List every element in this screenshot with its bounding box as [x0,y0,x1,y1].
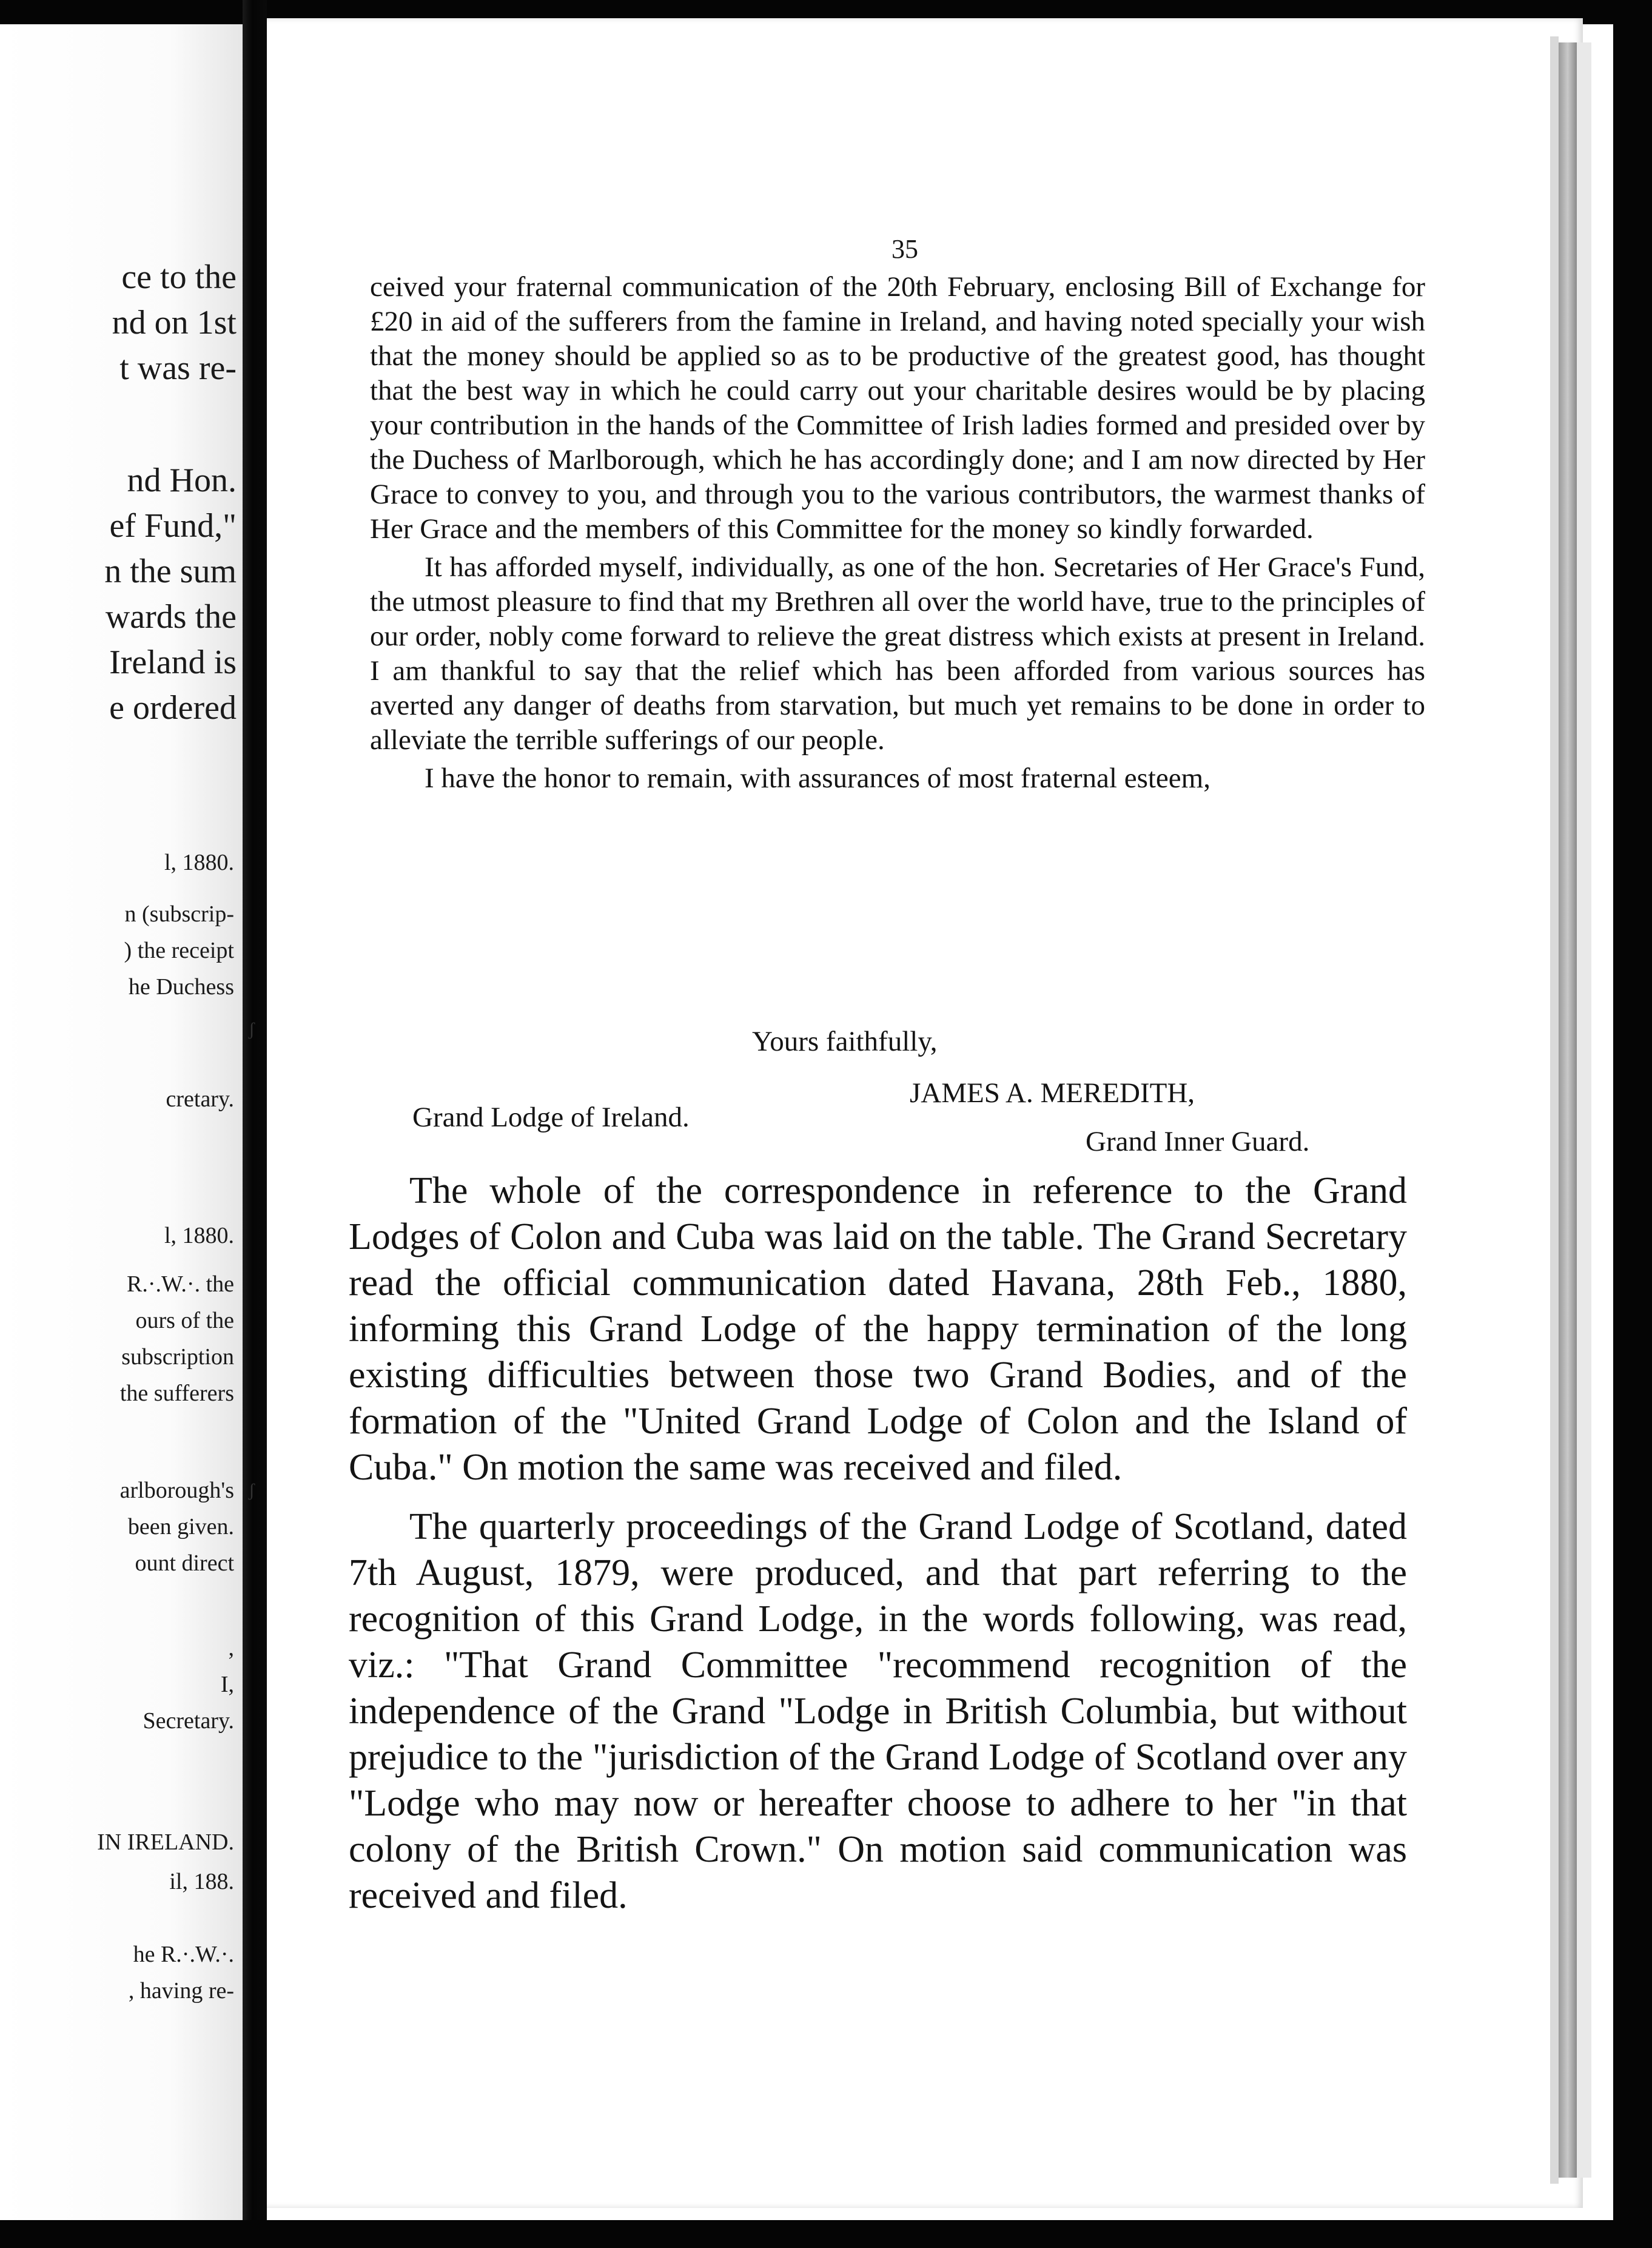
letter-lodge: Grand Lodge of Ireland. [412,1102,690,1133]
left-page-line: ount direct [135,1550,234,1576]
left-page-line: subscription [121,1344,234,1370]
left-page-line: e ordered [109,689,237,727]
scan-mark: ʃ [249,1480,255,1500]
letter-paragraph: ceived your fraternal communication of the 20th February, enclosing Bill of Exchange for £20 in aid of the sufferers from the famine in Ireland, and having noted specially your wish that the money should be applied so as to be productive of the greatest good, has thought that the best way in which he could carry out your charitable desires would be by placing your contribution in the hands of the Committee of Irish ladies formed and presided over by the Duchess of Marlborough, which he has accordingly done; and I am now directed by Her Grace to convey to you, and through you to the various contributors, the warmest thanks of Her Grace and the members of this Committee for the money so kindly forwarded. [370,271,1425,545]
left-page-line: il, 188. [169,1869,234,1894]
scan-frame-bottom [0,2220,1652,2248]
left-page-line: nd on 1st [112,304,237,342]
left-page-line: ) the receipt [124,938,234,963]
left-page-line: wards the [105,598,237,636]
left-page-line: he Duchess [128,974,234,1000]
body-paragraph: The quarterly proceedings of the Grand Lodge of Scotland, dated 7th August, 1879, were produced, and that part referring to the recognition of this Grand Lodge, in the words following, was read, viz.: "That Grand Committee "recommend recognition of the independence of the Grand "Lodge in British Columbia, but without prejudice to the "jurisdiction of the Grand Lodge of Scotland over any "Lodge who may now or hereafter choose to adhere to her "in that colony of the British Crown." On motion said communication was received and filed. [349,1506,1407,1916]
left-page-line: Ireland is [109,644,237,681]
body-paragraph: The whole of the correspondence in reference to the Grand Lodges of Colon and Cuba was laid on the table. The Grand Secretary read the official communication dated Havana, 28th Feb., 1880, informing this Grand Lodge of the happy termination of the long existing difficulties between those two Grand Bodies, and of the formation of the "United Grand Lodge of Colon and the Island of Cuba." On motion the same was received and filed. [349,1170,1407,1488]
left-page-line: , having re- [128,1978,234,2004]
page-edge [1550,36,1559,2184]
page-number: 35 [891,234,918,264]
left-page-line: I, [220,1672,234,1697]
scan-frame-right [1613,0,1652,2248]
left-page-line: , [228,1635,234,1661]
left-page-line: nd Hon. [127,462,237,499]
left-page-line: l, 1880. [164,850,234,875]
letter-paragraph: I have the honor to remain, with assurances of most fraternal esteem, [425,762,1210,794]
left-page-line: ce to the [121,258,237,296]
left-page-line: IN IRELAND. [97,1829,234,1855]
page-stack-edge [1559,42,1577,2178]
left-page-fragment [0,24,243,2220]
letter-body [370,270,1425,796]
left-page-line: n (subscrip- [124,901,234,927]
letter-signature: JAMES A. MEREDITH, [910,1077,1195,1109]
left-page-line: cretary. [166,1086,234,1112]
left-page-line: arlborough's [119,1478,234,1503]
left-page-line: ours of the [135,1308,234,1333]
left-page-line: l, 1880. [164,1223,234,1248]
left-page-line: the sufferers [119,1381,234,1406]
left-page-line: ef Fund," [109,507,237,545]
signature-title: Grand Inner Guard. [1086,1126,1310,1157]
book-gutter [243,0,267,2248]
letter-closing: Yours faithfully, [752,1026,938,1057]
left-page-line: n the sum [104,553,237,590]
proceedings-text [349,1168,1407,1919]
left-page-line: Secretary. [143,1708,234,1734]
left-page-line: R.·.W.·. the [127,1271,234,1297]
scan-mark: ʃ [249,1019,255,1039]
letter-paragraph: It has afforded myself, individually, as one of the hon. Secretaries of Her Grace's Fund, the utmost pleasure to find that my Brethren all over the world have, true to the principles of our order, nobly come forward to relieve the great distress which exists at present in Ireland. I am thankful to say that the relief which has been afforded from various sources has averted any danger of deaths from starvation, but much yet remains to be done in order to alleviate the terrible sufferings of our people. [370,551,1425,756]
left-page-line: been given. [127,1514,234,1540]
left-page-line: he R.·.W.·. [133,1942,234,1967]
left-page-line: t was re- [119,349,237,387]
page-stack-edge [1577,42,1591,2178]
